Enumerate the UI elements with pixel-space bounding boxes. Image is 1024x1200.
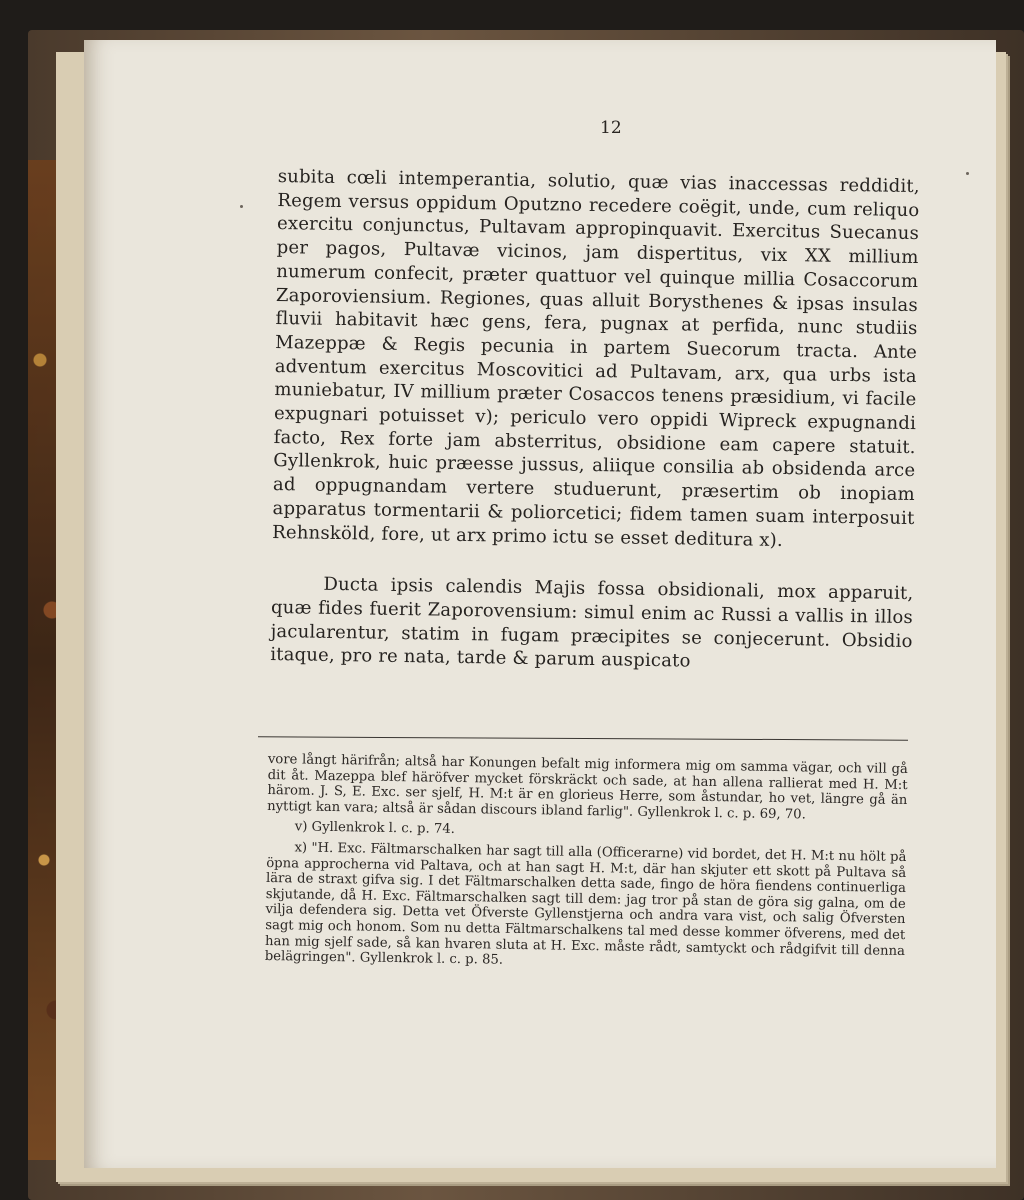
footnote-x: x) "H. Exc. Fältmarschalken har sagt till alla (Officerarne) vid bordet, det H. M:t nu hölt på öpna approcherna vid Paltava, och at han sagt H. M:t, där han skjuter ett skott på Pultava så lära de straxt gifva sig. I det Fältmarschalken detta sade, fingo de höra fiendens continuerliga skjutande, då H. Exc. Fältmarschalken sagt till dem: jag tror på stan de göra sig galna, om de vilja defendera sig. Detta vet Öfverste Gyllenstjerna och andra vara vist, och salig Öfversten sagt mig och honom. Som nu detta Fältmarschalkens tal med desse kommer öfverens, med det han mig sjelf sade, så kan hvaren sluta at H. Exc. måste rådt, samtyckt och rådgifvit till denna belägringen". Gyllenkrok l. c. p. 85. [264,840,907,968]
page-speck [240,205,243,208]
page-speck [966,172,969,175]
main-text [270,165,920,677]
footnote-v: v) Gyllenkrok l. c. p. 74. [294,819,456,838]
footnotes [265,752,908,980]
paragraph-1: subita cœli intemperantia, solutio, quæ vias inaccessas reddidit, Regem versus oppidum Oputzno recedere coëgit, unde, cum reliquo exercitu conjunctus, Pultavam appropinquavit. Exercitus Suecanus per pagos, Pultavæ vicinos, jam dispertitus, vix XX millium numerum confecit, præter quattuor vel quinque millia Cosaccorum Zaporoviensium. Regiones, quas alluit Borysthenes & ipsas insulas fluvii habitavit hæc gens, fera, pugnax at perfida, nunc studiis Mazeppæ & Regis pecunia in partem Suecorum tracta. Ante adventum exercitus Moscovitici ad Pultavam, arx, qua urbs ista muniebatur, IV millium præter Cosaccos tenens præsidium, vi facile expugnari potuisset v); periculo vero oppidi Wipreck expugnandi facto, Rex forte jam absterritus, obsidione eam capere statuit. Gyllenkrok, huic præesse jussus, aliique consilia ab obsidenda arce ad oppugnandam vertere studuerunt, præsertim ob inopiam apparatus tormentarii & poliorcetici; fidem tamen suam interposuit Rehnsköld, fore, ut arx primo ictu se esset deditura x). [272,165,920,551]
footnote-continued: vore långt härifrån; altså har Konungen befalt mig informera mig om samma vägar, och vill gå dit åt. Mazeppa blef häröfver mycket förskräckt och sade, at han allena rallierat med H. M:t härom. J. S, E. Exc. ser sjelf, H. M:t är en glorieus Herre, som åstundar, ho vet, längre gå än nyttigt kan vara; altså är sådan discours ibland farlig". Gyllenkrok l. c. p. 69, 70. [267,752,908,823]
page-number: 12 [600,118,622,138]
paragraph-2: Ducta ipsis calendis Majis fossa obsidionali, mox apparuit, quæ fides fuerit Zaporovensium: simul enim ac Russi a vallis in illos jacularentur, statim in fugam præcipites se conjecerunt. Obsidio itaque, pro re nata, tarde & parum auspicato [270,574,914,672]
